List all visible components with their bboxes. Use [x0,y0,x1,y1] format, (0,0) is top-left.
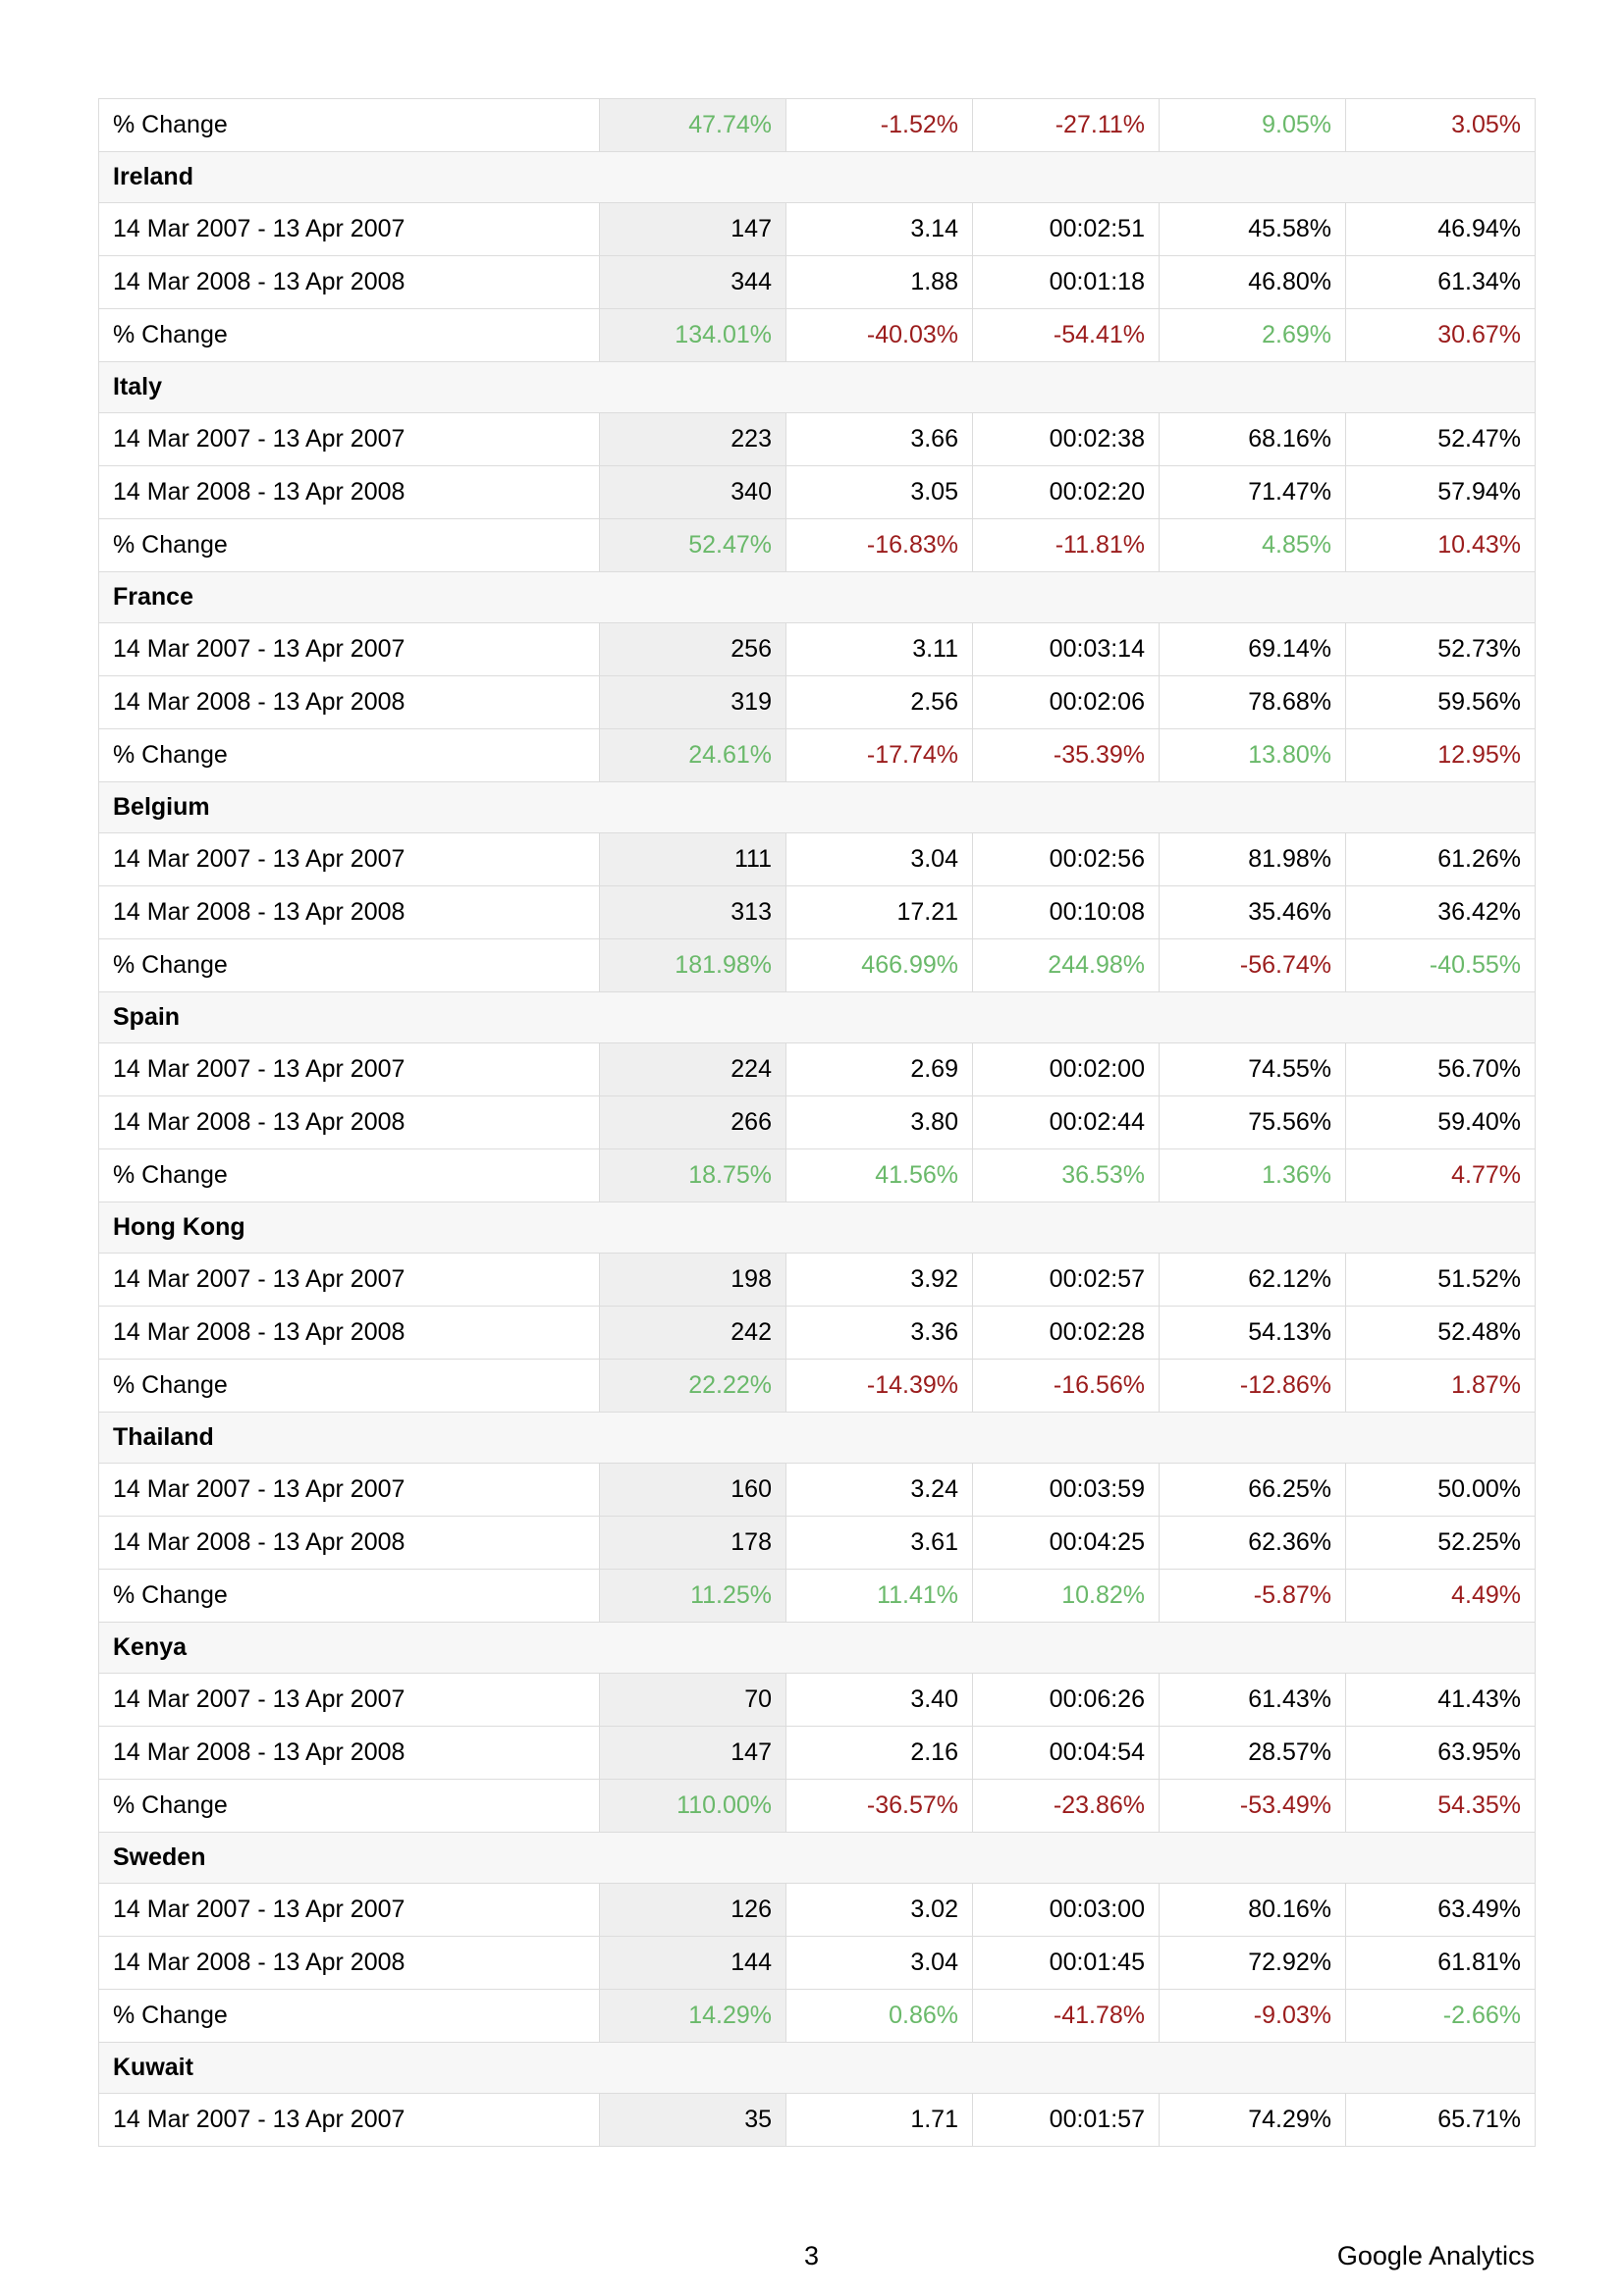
visits-cell: 35 [600,2094,786,2147]
metric-cell: -12.86% [1160,1360,1346,1413]
metric-cell: 00:03:59 [973,1464,1160,1517]
date-range-row [99,256,1536,309]
visits-cell: 147 [600,1727,786,1780]
date-range-row [99,1884,1536,1937]
change-row [99,939,1536,992]
date-range-row [99,1517,1536,1570]
metric-cell: 3.80 [786,1096,973,1149]
metric-cell: 9.05% [1160,99,1346,152]
metric-cell: 80.16% [1160,1884,1346,1937]
date-range-label: 14 Mar 2008 - 13 Apr 2008 [99,886,600,939]
metric-cell: -41.78% [973,1990,1160,2043]
date-range-row [99,1464,1536,1517]
metric-cell: 4.77% [1346,1149,1536,1202]
metric-cell: 59.56% [1346,676,1536,729]
metric-cell: 00:04:54 [973,1727,1160,1780]
country-name: Sweden [99,1833,1536,1884]
metric-cell: 63.49% [1346,1884,1536,1937]
metric-cell: 00:02:38 [973,413,1160,466]
visits-cell: 52.47% [600,519,786,572]
page-number: 3 [803,2241,820,2270]
date-range-row [99,1674,1536,1727]
metric-cell: 466.99% [786,939,973,992]
metric-cell: 00:02:20 [973,466,1160,519]
country-name: Ireland [99,152,1536,203]
metric-cell: 59.40% [1346,1096,1536,1149]
metric-cell: 52.48% [1346,1307,1536,1360]
metric-cell: -54.41% [973,309,1160,362]
visits-cell: 14.29% [600,1990,786,2043]
metric-cell: 52.47% [1346,413,1536,466]
metric-cell: -40.55% [1346,939,1536,992]
metric-cell: 0.86% [786,1990,973,2043]
date-range-row [99,2094,1536,2147]
date-range-row [99,1727,1536,1780]
metric-cell: 13.80% [1160,729,1346,782]
date-range-label: 14 Mar 2007 - 13 Apr 2007 [99,203,600,256]
metric-cell: 10.82% [973,1570,1160,1623]
country-group-row [99,572,1536,623]
date-range-label: 14 Mar 2007 - 13 Apr 2007 [99,1464,600,1517]
metric-cell: -23.86% [973,1780,1160,1833]
metric-cell: 3.14 [786,203,973,256]
date-range-row [99,676,1536,729]
country-name: Thailand [99,1413,1536,1464]
metric-cell: 4.49% [1346,1570,1536,1623]
metric-cell: 3.04 [786,833,973,886]
visits-cell: 178 [600,1517,786,1570]
metric-cell: 00:03:14 [973,623,1160,676]
country-group-row [99,1413,1536,1464]
country-name: Hong Kong [99,1202,1536,1254]
metric-cell: -11.81% [973,519,1160,572]
date-range-label: 14 Mar 2007 - 13 Apr 2007 [99,623,600,676]
metric-cell: 3.24 [786,1464,973,1517]
visits-cell: 11.25% [600,1570,786,1623]
metric-cell: 61.43% [1160,1674,1346,1727]
metric-cell: 3.04 [786,1937,973,1990]
metric-cell: 1.87% [1346,1360,1536,1413]
visits-cell: 47.74% [600,99,786,152]
metric-cell: 00:02:51 [973,203,1160,256]
change-label: % Change [99,309,600,362]
change-label: % Change [99,1990,600,2043]
country-group-row [99,362,1536,413]
metric-cell: 3.92 [786,1254,973,1307]
change-row [99,1360,1536,1413]
metric-cell: 28.57% [1160,1727,1346,1780]
country-group-row [99,1833,1536,1884]
metric-cell: -2.66% [1346,1990,1536,2043]
visits-cell: 344 [600,256,786,309]
metric-cell: 69.14% [1160,623,1346,676]
metric-cell: 78.68% [1160,676,1346,729]
metric-cell: 2.69 [786,1043,973,1096]
visits-cell: 313 [600,886,786,939]
date-range-label: 14 Mar 2008 - 13 Apr 2008 [99,676,600,729]
metric-cell: 65.71% [1346,2094,1536,2147]
change-row [99,1990,1536,2043]
date-range-label: 14 Mar 2007 - 13 Apr 2007 [99,1884,600,1937]
metric-cell: 1.71 [786,2094,973,2147]
change-label: % Change [99,1149,600,1202]
metric-cell: 41.43% [1346,1674,1536,1727]
visits-cell: 340 [600,466,786,519]
visits-cell: 126 [600,1884,786,1937]
metric-cell: 00:10:08 [973,886,1160,939]
metric-cell: 3.36 [786,1307,973,1360]
date-range-label: 14 Mar 2007 - 13 Apr 2007 [99,1043,600,1096]
metric-cell: 00:04:25 [973,1517,1160,1570]
date-range-label: 14 Mar 2007 - 13 Apr 2007 [99,1674,600,1727]
metric-cell: -53.49% [1160,1780,1346,1833]
date-range-row [99,203,1536,256]
date-range-label: 14 Mar 2007 - 13 Apr 2007 [99,833,600,886]
metric-cell: 2.56 [786,676,973,729]
change-label: % Change [99,729,600,782]
change-label: % Change [99,1360,600,1413]
date-range-row [99,413,1536,466]
change-row [99,729,1536,782]
metric-cell: -27.11% [973,99,1160,152]
change-label: % Change [99,1570,600,1623]
metric-cell: -36.57% [786,1780,973,1833]
change-label: % Change [99,1780,600,1833]
metric-cell: 46.94% [1346,203,1536,256]
metric-cell: 12.95% [1346,729,1536,782]
change-row [99,99,1536,152]
change-label: % Change [99,99,600,152]
metric-cell: 00:03:00 [973,1884,1160,1937]
metric-cell: 4.85% [1160,519,1346,572]
country-group-row [99,992,1536,1043]
date-range-row [99,886,1536,939]
metric-cell: 00:01:57 [973,2094,1160,2147]
metric-cell: 61.81% [1346,1937,1536,1990]
metric-cell: -16.56% [973,1360,1160,1413]
visits-cell: 198 [600,1254,786,1307]
metric-cell: 17.21 [786,886,973,939]
visits-cell: 160 [600,1464,786,1517]
visits-cell: 242 [600,1307,786,1360]
date-range-row [99,1307,1536,1360]
change-row [99,519,1536,572]
metric-cell: 56.70% [1346,1043,1536,1096]
metric-cell: -16.83% [786,519,973,572]
change-row [99,1780,1536,1833]
metric-cell: -14.39% [786,1360,973,1413]
metric-cell: 63.95% [1346,1727,1536,1780]
metric-cell: 1.36% [1160,1149,1346,1202]
metric-cell: -40.03% [786,309,973,362]
country-name: Kuwait [99,2043,1536,2094]
metric-cell: 62.12% [1160,1254,1346,1307]
metric-cell: 71.47% [1160,466,1346,519]
date-range-label: 14 Mar 2007 - 13 Apr 2007 [99,1254,600,1307]
date-range-label: 14 Mar 2008 - 13 Apr 2008 [99,1096,600,1149]
metric-cell: 10.43% [1346,519,1536,572]
visits-cell: 223 [600,413,786,466]
visits-cell: 181.98% [600,939,786,992]
metric-cell: 00:01:45 [973,1937,1160,1990]
date-range-label: 14 Mar 2008 - 13 Apr 2008 [99,1727,600,1780]
country-comparison-table [98,98,1536,2147]
date-range-label: 14 Mar 2008 - 13 Apr 2008 [99,1937,600,1990]
change-row [99,1149,1536,1202]
metric-cell: 00:02:56 [973,833,1160,886]
metric-cell: -1.52% [786,99,973,152]
country-group-row [99,1623,1536,1674]
metric-cell: 3.61 [786,1517,973,1570]
metric-cell: 00:02:06 [973,676,1160,729]
visits-cell: 266 [600,1096,786,1149]
date-range-row [99,1096,1536,1149]
visits-cell: 256 [600,623,786,676]
metric-cell: -9.03% [1160,1990,1346,2043]
country-group-row [99,2043,1536,2094]
country-group-row [99,782,1536,833]
metric-cell: 66.25% [1160,1464,1346,1517]
metric-cell: 35.46% [1160,886,1346,939]
change-row [99,309,1536,362]
metric-cell: 51.52% [1346,1254,1536,1307]
metric-cell: 244.98% [973,939,1160,992]
metric-cell: 61.26% [1346,833,1536,886]
metric-cell: 62.36% [1160,1517,1346,1570]
metric-cell: 3.66 [786,413,973,466]
metric-cell: 1.88 [786,256,973,309]
country-name: Spain [99,992,1536,1043]
metric-cell: 54.35% [1346,1780,1536,1833]
metric-cell: 50.00% [1346,1464,1536,1517]
metric-cell: 74.29% [1160,2094,1346,2147]
metric-cell: 61.34% [1346,256,1536,309]
country-name: Kenya [99,1623,1536,1674]
metric-cell: 3.05 [786,466,973,519]
country-comparison-table-wrap [98,98,1535,2147]
metric-cell: 57.94% [1346,466,1536,519]
metric-cell: 3.05% [1346,99,1536,152]
visits-cell: 134.01% [600,309,786,362]
metric-cell: 3.40 [786,1674,973,1727]
metric-cell: 2.16 [786,1727,973,1780]
footer-brand: Google Analytics [1336,2241,1535,2270]
metric-cell: 36.42% [1346,886,1536,939]
change-label: % Change [99,939,600,992]
date-range-label: 14 Mar 2008 - 13 Apr 2008 [99,1517,600,1570]
country-group-row [99,1202,1536,1254]
date-range-row [99,466,1536,519]
visits-cell: 147 [600,203,786,256]
metric-cell: 30.67% [1346,309,1536,362]
metric-cell: 52.73% [1346,623,1536,676]
metric-cell: 74.55% [1160,1043,1346,1096]
date-range-label: 14 Mar 2008 - 13 Apr 2008 [99,466,600,519]
metric-cell: 2.69% [1160,309,1346,362]
metric-cell: 00:01:18 [973,256,1160,309]
metric-cell: 00:02:57 [973,1254,1160,1307]
country-group-row [99,152,1536,203]
date-range-row [99,623,1536,676]
visits-cell: 70 [600,1674,786,1727]
visits-cell: 111 [600,833,786,886]
country-name: France [99,572,1536,623]
country-name: Belgium [99,782,1536,833]
visits-cell: 224 [600,1043,786,1096]
metric-cell: -35.39% [973,729,1160,782]
metric-cell: -5.87% [1160,1570,1346,1623]
visits-cell: 22.22% [600,1360,786,1413]
metric-cell: 68.16% [1160,413,1346,466]
metric-cell: 00:02:28 [973,1307,1160,1360]
metric-cell: 00:02:44 [973,1096,1160,1149]
metric-cell: 45.58% [1160,203,1346,256]
metric-cell: 46.80% [1160,256,1346,309]
date-range-row [99,1937,1536,1990]
metric-cell: 00:02:00 [973,1043,1160,1096]
metric-cell: 75.56% [1160,1096,1346,1149]
metric-cell: 52.25% [1346,1517,1536,1570]
date-range-label: 14 Mar 2007 - 13 Apr 2007 [99,2094,600,2147]
visits-cell: 110.00% [600,1780,786,1833]
date-range-row [99,1254,1536,1307]
date-range-row [99,1043,1536,1096]
metric-cell: 54.13% [1160,1307,1346,1360]
change-label: % Change [99,519,600,572]
visits-cell: 319 [600,676,786,729]
date-range-label: 14 Mar 2008 - 13 Apr 2008 [99,1307,600,1360]
visits-cell: 24.61% [600,729,786,782]
metric-cell: -17.74% [786,729,973,782]
metric-cell: 81.98% [1160,833,1346,886]
table-body [99,99,1536,2147]
change-row [99,1570,1536,1623]
date-range-label: 14 Mar 2008 - 13 Apr 2008 [99,256,600,309]
metric-cell: 00:06:26 [973,1674,1160,1727]
date-range-row [99,833,1536,886]
metric-cell: 3.02 [786,1884,973,1937]
visits-cell: 18.75% [600,1149,786,1202]
visits-cell: 144 [600,1937,786,1990]
metric-cell: 36.53% [973,1149,1160,1202]
country-name: Italy [99,362,1536,413]
date-range-label: 14 Mar 2007 - 13 Apr 2007 [99,413,600,466]
metric-cell: 41.56% [786,1149,973,1202]
metric-cell: -56.74% [1160,939,1346,992]
metric-cell: 72.92% [1160,1937,1346,1990]
metric-cell: 11.41% [786,1570,973,1623]
metric-cell: 3.11 [786,623,973,676]
